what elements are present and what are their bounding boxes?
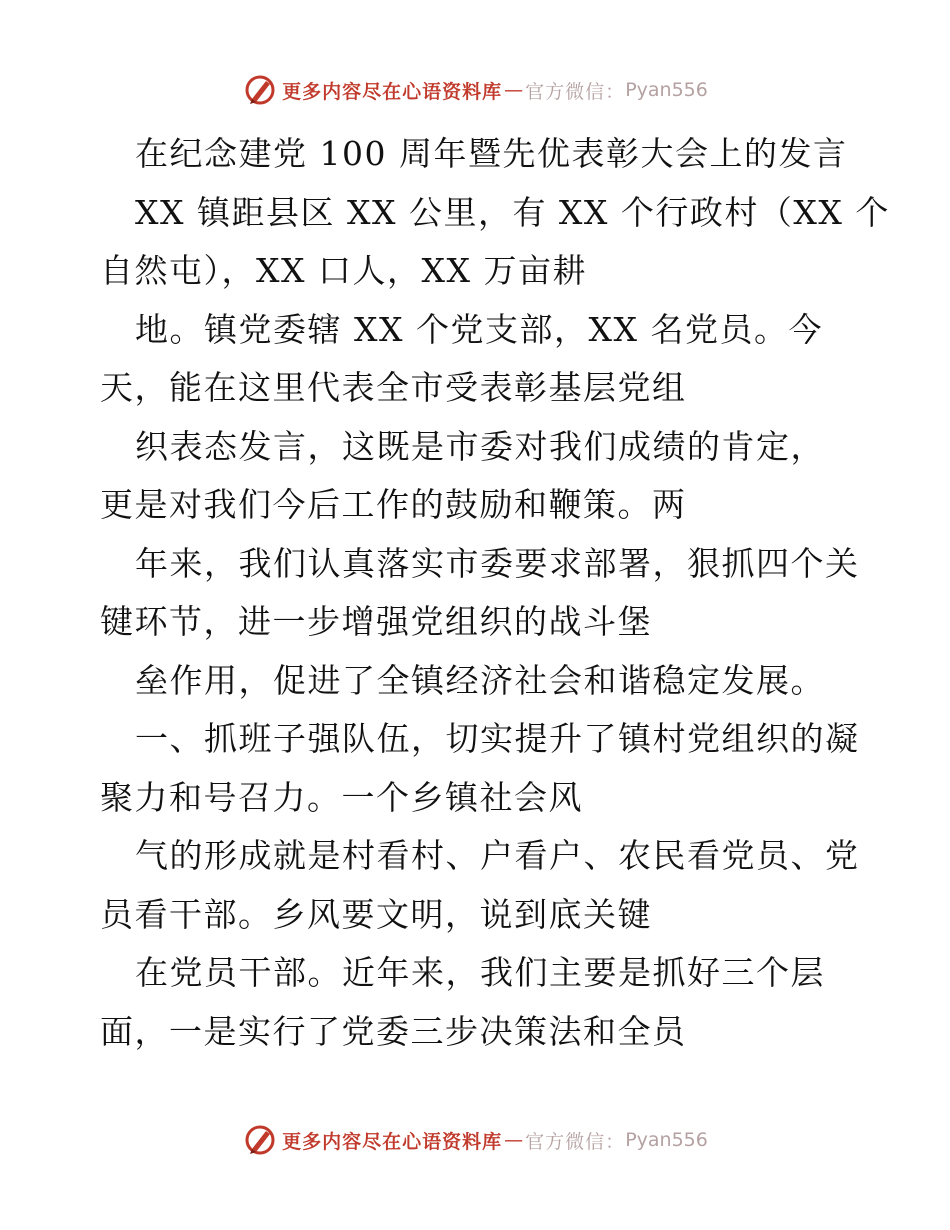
text-line: 面，一是实行了党委三步决策法和全员 bbox=[100, 1011, 687, 1051]
watermark-wechat-label: 官方微信： bbox=[525, 1130, 626, 1153]
text-line: 一、抓班子强队伍，切实提升了镇村党组织的凝 bbox=[135, 719, 860, 758]
watermark-separator: — bbox=[504, 79, 524, 101]
text-line: 更是对我们今后工作的鼓励和鞭策。两 bbox=[100, 485, 687, 524]
text-line: 地。镇党委辖 XX 个党支部，XX 名党员。今 bbox=[135, 309, 823, 349]
watermark-wechat-label: 官方微信： bbox=[525, 80, 626, 103]
text-line: 气的形成就是村看村、户看户、农民看党员、党 bbox=[135, 836, 860, 875]
watermark-main-text: 更多内容尽在心语资料库 bbox=[282, 80, 503, 103]
text-line: 织表态发言，这既是市委对我们成绩的肯定， bbox=[135, 426, 825, 466]
watermark-wechat-id: Pyan556 bbox=[625, 79, 708, 101]
text-line: 天，能在这里代表全市受表彰基层党组 bbox=[100, 368, 687, 407]
pen-logo-icon bbox=[242, 1122, 278, 1158]
document-body bbox=[100, 125, 890, 1061]
text-line: 年来，我们认真落实市委要求部署，狠抓四个关 bbox=[135, 543, 860, 583]
text-line: 在党员干部。近年来，我们主要是抓好三个层 bbox=[135, 953, 825, 992]
header-watermark bbox=[0, 70, 950, 110]
watermark bbox=[242, 1122, 708, 1158]
text-line: 聚力和号召力。一个乡镇社会风 bbox=[100, 777, 583, 817]
text-line: 自然屯），XX 口人，XX 万亩耕 bbox=[100, 251, 587, 290]
watermark-main-text: 更多内容尽在心语资料库 bbox=[282, 1130, 503, 1153]
watermark-wechat-id: Pyan556 bbox=[625, 1129, 708, 1151]
watermark bbox=[242, 72, 708, 108]
text-line: 垒作用，促进了全镇经济社会和谐稳定发展。 bbox=[135, 660, 825, 700]
footer-watermark bbox=[0, 1120, 950, 1160]
watermark-separator: — bbox=[504, 1129, 524, 1151]
text-line: XX 镇距县区 XX 公里，有 XX 个行政村（XX 个 bbox=[135, 192, 890, 232]
text-line: 键环节，进一步增强党组织的战斗堡 bbox=[100, 602, 652, 641]
text-line: 在纪念建党 100 周年暨先优表彰大会上的发言 bbox=[135, 134, 848, 173]
pen-logo-icon bbox=[242, 72, 278, 108]
text-line: 员看干部。乡风要文明，说到底关键 bbox=[100, 894, 652, 934]
